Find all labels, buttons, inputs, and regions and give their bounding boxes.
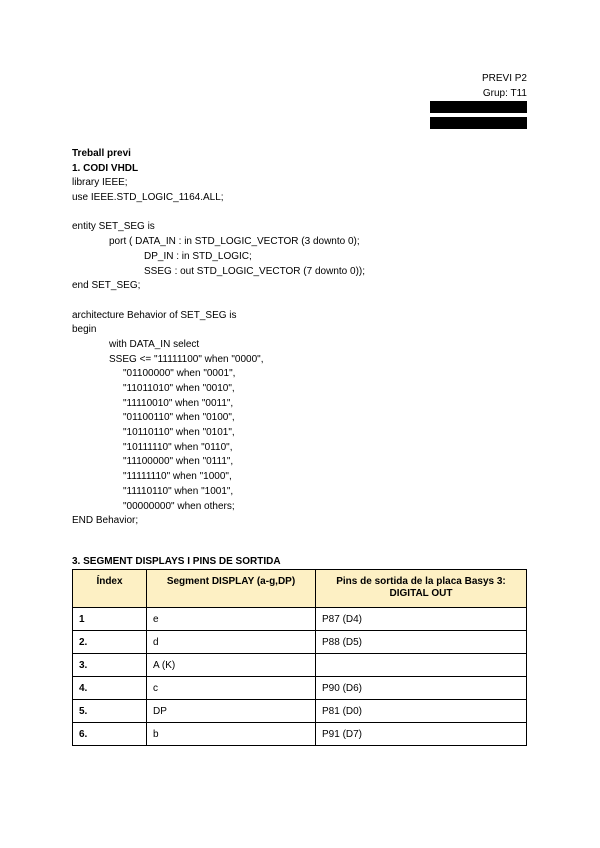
code-line: library IEEE; bbox=[72, 177, 128, 189]
code-line: entity SET_SEG is bbox=[72, 221, 155, 233]
column-header: Índex bbox=[73, 570, 147, 608]
code-line: with DATA_IN select bbox=[109, 338, 200, 350]
code-line: SSEG <= "11111100" when "0000", bbox=[109, 353, 264, 365]
table-header-row bbox=[73, 570, 527, 608]
code-line: "11100000" when "0111", bbox=[123, 456, 234, 468]
code-line: "11110010" when "0011", bbox=[123, 397, 234, 409]
index-cell: 1 bbox=[73, 608, 147, 631]
index-cell: 5. bbox=[73, 700, 147, 723]
code-line: SSEG : out STD_LOGIC_VECTOR (7 downto 0)); bbox=[144, 265, 366, 277]
table-row bbox=[73, 677, 527, 700]
segment-cell: A (K) bbox=[147, 654, 316, 677]
redaction-bar bbox=[430, 117, 527, 129]
table-row bbox=[73, 723, 527, 746]
section-heading: 1. CODI VHDL bbox=[72, 162, 139, 174]
code-line: END Behavior; bbox=[72, 515, 139, 527]
code-line: architecture Behavior of SET_SEG is bbox=[72, 309, 237, 321]
code-line: "10110110" when "0101", bbox=[123, 427, 235, 439]
segment-cell: e bbox=[147, 608, 316, 631]
code-line: "01100000" when "0001", bbox=[123, 368, 236, 380]
column-header: Segment DISPLAY (a-g,DP) bbox=[147, 570, 316, 608]
code-line: begin bbox=[72, 324, 97, 336]
table-row bbox=[73, 654, 527, 677]
spacer bbox=[72, 206, 532, 221]
pins-table bbox=[72, 569, 527, 746]
table-row bbox=[73, 631, 527, 654]
code-line: "11110110" when "1001", bbox=[123, 485, 234, 497]
segment-cell: d bbox=[147, 631, 316, 654]
section-heading: 3. SEGMENT DISPLAYS I PINS DE SORTIDA bbox=[72, 556, 281, 567]
header-block bbox=[482, 71, 527, 101]
column-header: Pins de sortida de la placa Basys 3: DIGITAL OUT bbox=[316, 570, 527, 608]
group-label: Grup: T11 bbox=[482, 88, 527, 99]
pin-cell: P90 (D6) bbox=[316, 677, 527, 700]
segment-cell: b bbox=[147, 723, 316, 746]
document-body bbox=[72, 147, 532, 529]
index-cell: 2. bbox=[73, 631, 147, 654]
segment-cell: c bbox=[147, 677, 316, 700]
code-line: "10111110" when "0110", bbox=[123, 441, 233, 453]
code-line: use IEEE.STD_LOGIC_1164.ALL; bbox=[72, 192, 224, 204]
pin-cell bbox=[316, 654, 527, 677]
code-line: "01100110" when "0100", bbox=[123, 412, 235, 424]
pin-cell: P91 (D7) bbox=[316, 723, 527, 746]
code-line: DP_IN : in STD_LOGIC; bbox=[144, 250, 252, 262]
index-cell: 6. bbox=[73, 723, 147, 746]
segment-cell: DP bbox=[147, 700, 316, 723]
code-line: port ( DATA_IN : in STD_LOGIC_VECTOR (3 downto 0); bbox=[109, 236, 360, 248]
pin-cell: P88 (D5) bbox=[316, 631, 527, 654]
pin-cell: P87 (D4) bbox=[316, 608, 527, 631]
redaction-bar bbox=[430, 101, 527, 113]
code-line: "11111110" when "1000", bbox=[123, 471, 232, 483]
index-cell: 4. bbox=[73, 677, 147, 700]
pin-cell: P81 (D0) bbox=[316, 700, 527, 723]
spacer bbox=[72, 294, 532, 309]
code-line: "11011010" when "0010", bbox=[123, 383, 235, 394]
document-id: PREVI P2 bbox=[481, 73, 527, 84]
table-row bbox=[73, 700, 527, 723]
table-row bbox=[73, 608, 527, 631]
code-line: "00000000" when others; bbox=[123, 500, 235, 512]
page-title: Treball previ bbox=[72, 148, 131, 159]
index-cell: 3. bbox=[73, 654, 147, 677]
code-line: end SET_SEG; bbox=[72, 280, 141, 292]
